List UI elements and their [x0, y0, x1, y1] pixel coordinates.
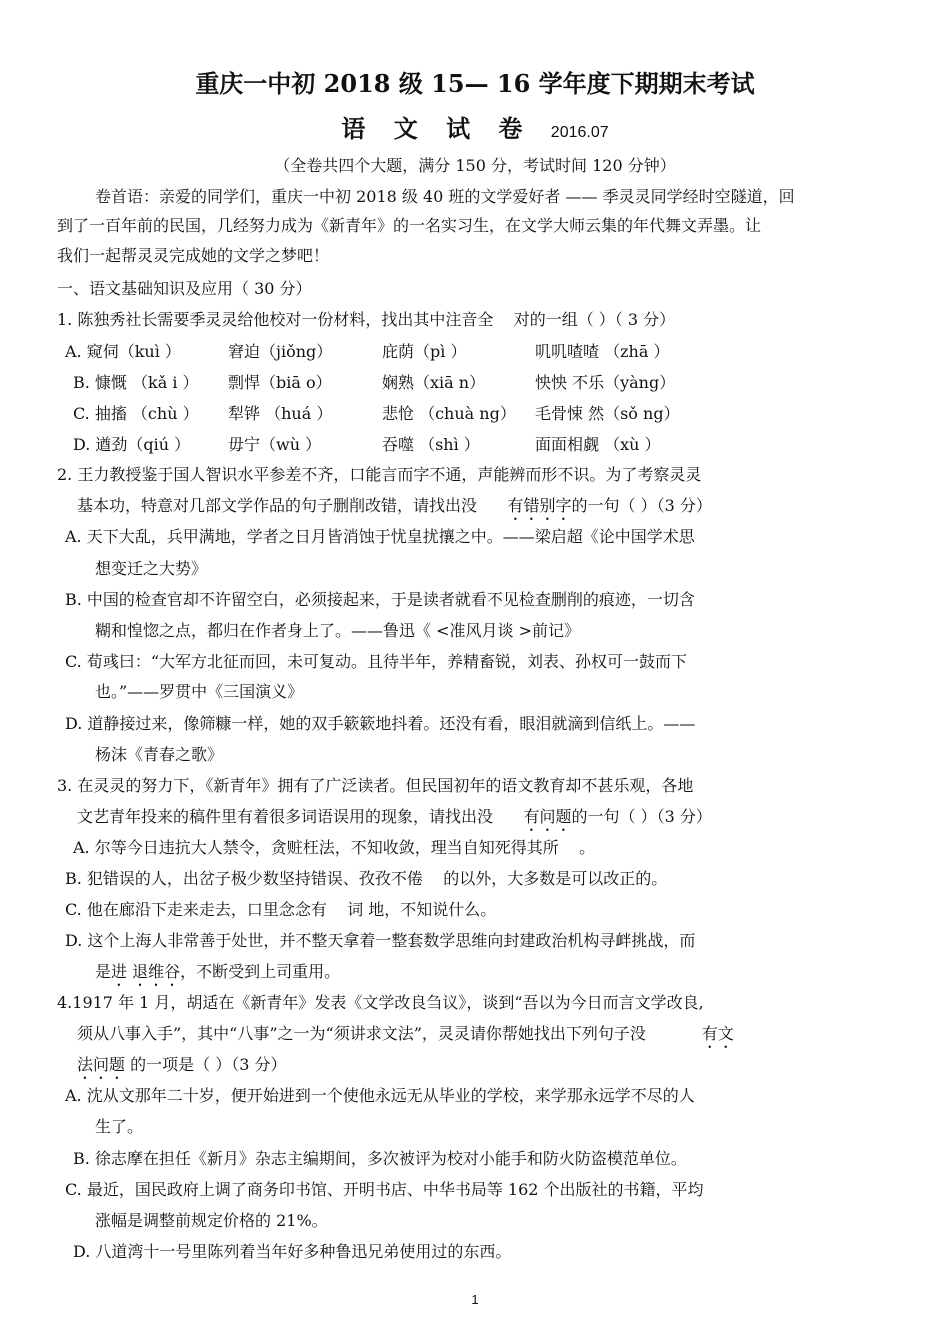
q1-row-a: 庇荫（pì ） — [382, 342, 467, 361]
q3-option-a: A. 尔等今日违抗大人禁令，贪赃枉法，不知收敛，理当自知死得其所 。 — [73, 838, 596, 857]
q1-row-b: 剽悍（biā o） — [228, 373, 332, 392]
q1-row-c: 悲怆 （chuà ng） — [382, 404, 516, 423]
exam-date: 2016.07 — [550, 124, 609, 141]
exam-title: 重庆一中初 2018 级 15— 16 学年度下期期末考试 — [195, 69, 755, 98]
intro-line: 到了一百年前的民国，几经努力成为《新青年》的一名实习生，在文学大师云集的年代舞文弄墨。让 — [57, 216, 762, 235]
question-4-stem: 法问题 的一项是（ ）（3 分） — [77, 1055, 287, 1074]
question-2-stem: 基本功，特意对几部文学作品的句子删削改错，请找出没 有错别字的一句（ ）（3 分） — [77, 496, 712, 515]
q1-row-d: 毋宁（wù ） — [228, 435, 322, 454]
exam-subtitle — [0, 114, 950, 144]
q1-row-b: 娴熟（xiā n） — [382, 373, 486, 392]
question-2-stem: 2. 王力教授鉴于国人智识水平参差不齐，口能言而字不通，声能辨而形不识。为了考察灵灵 — [57, 465, 702, 484]
q2-option-b: B. 中国的检查官却不许留空白，必须接起来，于是读者就看不见检查删削的痕迹，一切含 — [65, 590, 695, 609]
emphasis-dots — [423, 869, 443, 888]
question-4-stem: 须从八事入手”，其中“八事”之一为“须讲求文法”，灵灵请你帮她找出下列句子没 有文 — [77, 1024, 734, 1043]
emphasis-dots — [559, 838, 579, 857]
q1-row-a: 叽叽喳喳 （zhā ） — [535, 342, 670, 361]
q3-option-d: D. 这个上海人非常善于处世，并不整天拿着一整套数学思维向封建政治机构寻衅挑战，而 — [65, 931, 696, 950]
emphasis-dots — [493, 310, 513, 329]
emphasis-text: 进 退维谷 — [111, 962, 181, 981]
q3-option-c: C. 他在廊沿下走来走去，口里念念有 词 地，不知说什么。 — [65, 900, 497, 919]
intro-line: 我们一起帮灵灵完成她的文学之梦吧！ — [57, 246, 330, 265]
question-3-stem: 3. 在灵灵的努力下，《新青年》拥有了广泛读者。但民国初年的语文教育却不甚乐观，各地 — [57, 776, 694, 795]
q2-option-b: 糊和惶惚之点，都归在作者身上了。——鲁迅《 <准风月谈 >前记》 — [95, 621, 580, 640]
intro-line: 卷首语：亲爱的同学们，重庆一中初 2018 级 40 班的文学爱好者 —— 季灵灵同学经时空隧道，回 — [95, 187, 795, 206]
q2-option-a: A. 天下大乱，兵甲满地，学者之日月皆消蚀于忧皇扰攘之中。——梁启超《论中国学术思 — [65, 527, 695, 546]
q2-option-c: 也。”——罗贯中《三国演义》 — [95, 682, 304, 701]
emphasis-text: 有文 — [696, 1024, 734, 1043]
subject-label: 语 文 试 卷 — [341, 114, 533, 143]
q1-row-c: 毛骨悚 然（sǒ ng） — [535, 404, 680, 423]
q1-row-d: 吞噬 （shì ） — [382, 435, 480, 454]
q4-option-a: A. 沈从文那年二十岁，便开始进到一个使他永远无从毕业的学校，来学那永远学不尽的人 — [65, 1086, 695, 1105]
emphasis-text: 法问题 — [77, 1055, 126, 1074]
q4-option-c: 涨幅是调整前规定价格的 21%。 — [95, 1211, 328, 1230]
question-1-stem: 1. 陈独秀社长需要季灵灵给他校对一份材料，找出其中注音全 对的一组（ ）（ 3 分） — [57, 310, 676, 329]
q4-option-d: D. 八道湾十一号里陈列着当年好多种鲁迅兄弟使用过的东西。 — [73, 1242, 512, 1261]
q1-row-d: D. 遒劲（qiú ） — [73, 435, 191, 454]
q2-option-a: 想变迁之大势》 — [95, 559, 208, 578]
q2-option-c: C. 荀彧曰：“大军方北征而回，未可复动。且待半年，养精畜锐，刘表、孙权可一鼓而下 — [65, 652, 688, 671]
q2-option-d: 杨沫《青春之歌》 — [95, 745, 224, 764]
q1-row-a: 窘迫（jiǒng） — [228, 342, 333, 361]
emphasis-text: 有错别字 — [507, 496, 572, 515]
question-3-stem: 文艺青年投来的稿件里有着很多词语误用的现象，请找出没 有问题的一句（ ）（3 分） — [77, 807, 712, 826]
q1-row-d: 面面相觑 （xù ） — [535, 435, 661, 454]
q4-option-a: 生了。 — [95, 1117, 144, 1136]
q1-row-c: C. 抽搐 （chù ） — [73, 404, 199, 423]
q1-row-b: B. 慷慨 （kǎ i ） — [73, 373, 199, 392]
page-number: 1 — [471, 1292, 479, 1307]
emphasis-text: 有问题 — [523, 807, 572, 826]
q2-option-d: D. 道静接过来，像筛糠一样，她的双手簌簌地抖着。还没有看，眼泪就滴到信纸上。—— — [65, 714, 696, 733]
q3-option-d: 是进 退维谷，不断受到上司重用。 — [95, 962, 341, 981]
q1-row-a: A. 窥伺（kuì ） — [65, 342, 181, 361]
section-heading: 一、语文基础知识及应用（ 30 分） — [57, 279, 312, 298]
exam-note: （全卷共四个大题，满分 150 分，考试时间 120 分钟） — [274, 156, 676, 175]
q1-row-c: 犁铧 （huá ） — [228, 404, 333, 423]
q4-option-c: C. 最近，国民政府上调了商务印书馆、开明书店、中华书局等 162 个出版社的书籍，平均 — [65, 1180, 704, 1199]
q3-option-b: B. 犯错误的人，出岔子极少数坚持错误、孜孜不倦 的以外，大多数是可以改正的。 — [65, 869, 668, 888]
question-4-stem: 4.1917 年 1 月，胡适在《新青年》发表《文学改良刍议》，谈到“吾以为今日而言文学改良, — [57, 993, 704, 1012]
q4-option-b: B. 徐志摩在担任《新月》杂志主编期间，多次被评为校对小能手和防火防盗模范单位。 — [73, 1149, 687, 1168]
q1-row-b: 怏怏 不乐（yàng） — [535, 373, 676, 392]
emphasis-dots — [327, 900, 347, 919]
